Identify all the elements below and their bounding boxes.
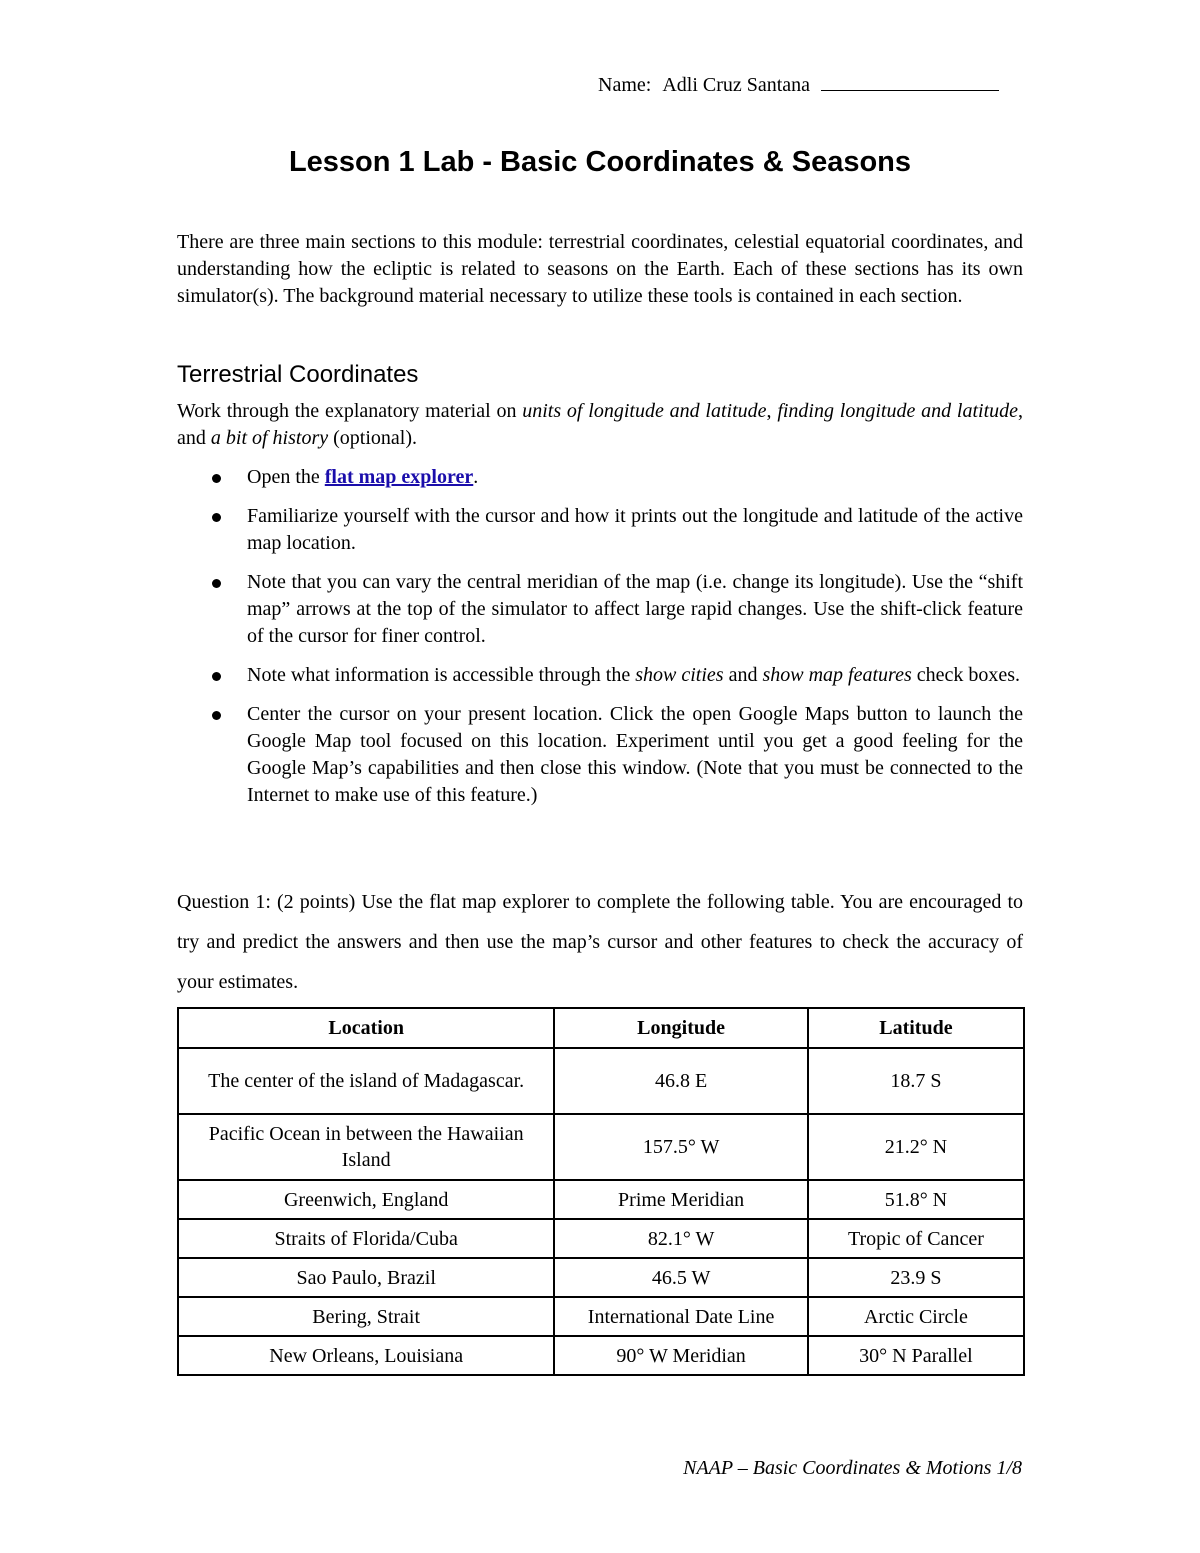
coordinates-table (177, 1007, 1025, 1376)
cell-location: The center of the island of Madagascar. (178, 1048, 554, 1114)
bullet-text: Center the cursor on your present location. Click the open Google Maps button to launch the Google Map tool focused on this location. Experiment until you get a good feeling for the Google Map’s capabilities and then close this window. (Note that you must be connected to the Internet to make use of this feature.) (247, 703, 1023, 806)
work-through-text: , (766, 400, 778, 422)
name-underline (821, 76, 999, 91)
cell-latitude: Arctic Circle (808, 1297, 1024, 1336)
table-row (178, 1048, 1024, 1114)
table-row (178, 1219, 1024, 1258)
student-name: Adli Cruz Santana (662, 74, 811, 96)
cell-location: Bering, Strait (178, 1297, 554, 1336)
cell-longitude: 82.1° W (554, 1219, 807, 1258)
cell-longitude: 46.8 E (554, 1048, 807, 1114)
table-row (178, 1114, 1024, 1180)
work-through-text: (optional). (328, 427, 417, 449)
show-map-features-emphasis: show map features (762, 664, 912, 686)
table-row (178, 1336, 1024, 1375)
cell-longitude: 90° W Meridian (554, 1336, 807, 1375)
cell-longitude: 46.5 W (554, 1258, 807, 1297)
work-through-text: , and (177, 400, 1023, 449)
table-row (178, 1297, 1024, 1336)
bullet-icon (212, 711, 221, 720)
list-item (177, 569, 1023, 650)
bullet-icon (212, 579, 221, 588)
cell-location: New Orleans, Louisiana (178, 1336, 554, 1375)
bullet-text: check boxes. (911, 664, 1021, 686)
header-longitude: Longitude (554, 1008, 807, 1048)
table-row (178, 1258, 1024, 1297)
bullet-icon (212, 513, 221, 522)
bullet-text: and (723, 664, 763, 686)
list-item (177, 662, 1023, 689)
cell-longitude: Prime Meridian (554, 1180, 807, 1219)
bullet-icon (212, 672, 221, 681)
bullet-text: Note that you can vary the central meridian of the map (i.e. change its longitude). Use the “shift map” arrows at the top of the simulator to affect large rapid changes. Use the shift-click feature of the cursor for finer control. (247, 571, 1023, 647)
bullet-icon (212, 474, 221, 483)
list-item (177, 701, 1023, 809)
table-header-row (178, 1008, 1024, 1048)
name-label: Name: (598, 74, 652, 96)
bullet-text: . (473, 466, 479, 488)
table-row (178, 1180, 1024, 1219)
section-heading: Terrestrial Coordinates (177, 361, 419, 388)
question-1: Question 1: (2 points) Use the flat map explorer to complete the following table. You are encouraged to try and predict the answers and then use the map’s cursor and other features to check the accuracy of your estimates. (177, 891, 1023, 993)
cell-longitude: 157.5° W (554, 1114, 807, 1180)
units-emphasis: units of longitude and latitude (522, 400, 767, 422)
history-emphasis: a bit of history (210, 427, 329, 449)
list-item (177, 503, 1023, 557)
finding-emphasis: finding longitude and latitude (777, 400, 1018, 422)
intro-paragraph: There are three main sections to this module: terrestrial coordinates, celestial equatorial coordinates, and understanding how the ecliptic is related to seasons on the Earth. Each of these sections has its own simulator(s). The background material necessary to utilize these tools is contained in each section. (177, 231, 1023, 307)
cell-latitude: 23.9 S (808, 1258, 1024, 1297)
work-through-paragraph (177, 398, 1023, 452)
work-through-text: Work through the explanatory material on (177, 400, 523, 422)
show-cities-emphasis: show cities (635, 664, 724, 686)
cell-latitude: 21.2° N (808, 1114, 1024, 1180)
header-location: Location (178, 1008, 554, 1048)
cell-location: Straits of Florida/Cuba (178, 1219, 554, 1258)
flat-map-explorer-link[interactable]: flat map explorer (324, 466, 474, 488)
cell-location: Greenwich, England (178, 1180, 554, 1219)
cell-latitude: Tropic of Cancer (808, 1219, 1024, 1258)
cell-latitude: 30° N Parallel (808, 1336, 1024, 1375)
cell-longitude: International Date Line (554, 1297, 807, 1336)
page-title: Lesson 1 Lab - Basic Coordinates & Seasons (288, 146, 912, 178)
name-line (598, 74, 999, 97)
bullet-text: Familiarize yourself with the cursor and how it prints out the longitude and latitude of the active map location. (247, 505, 1023, 554)
cell-location: Pacific Ocean in between the Hawaiian Island (178, 1114, 554, 1180)
instruction-list (177, 464, 1023, 821)
list-item (177, 464, 1023, 491)
bullet-text: Open the (247, 466, 325, 488)
page-footer: NAAP – Basic Coordinates & Motions 1/8 (683, 1457, 1022, 1479)
bullet-text: Note what information is accessible through the (247, 664, 636, 686)
header-latitude: Latitude (808, 1008, 1024, 1048)
cell-latitude: 51.8° N (808, 1180, 1024, 1219)
cell-location: Sao Paulo, Brazil (178, 1258, 554, 1297)
cell-latitude: 18.7 S (808, 1048, 1024, 1114)
